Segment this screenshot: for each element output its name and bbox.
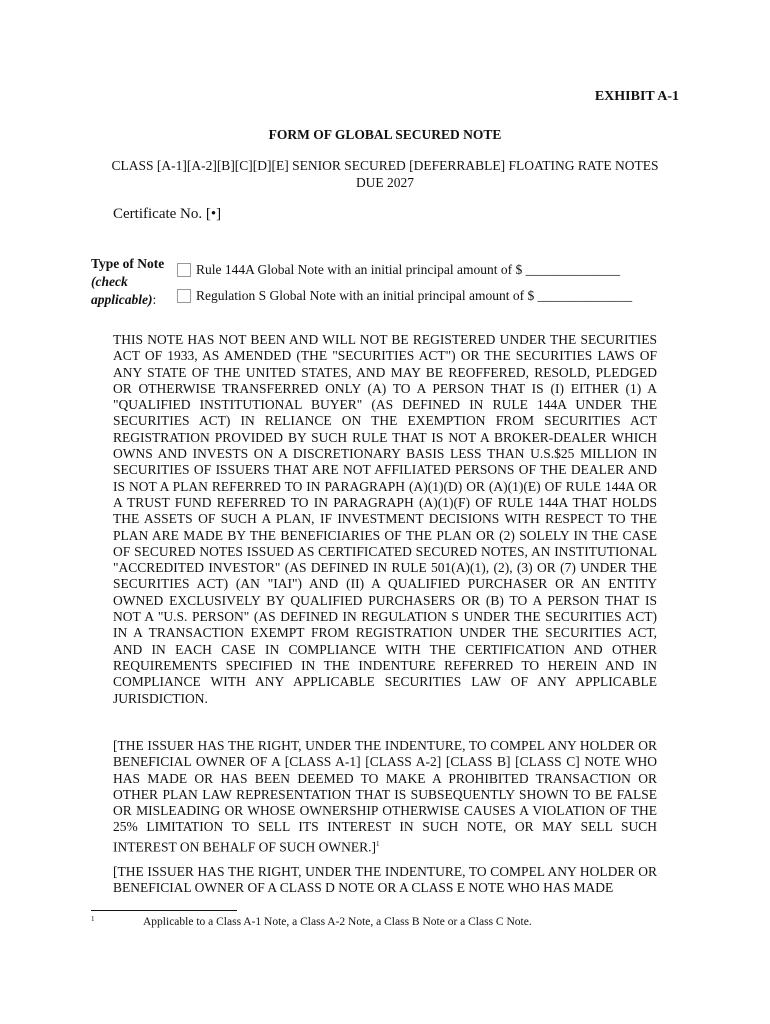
option-rule-144a[interactable] <box>177 262 620 278</box>
label-colon: : <box>152 292 157 307</box>
check-applicable-note: (check applicable) <box>91 274 153 307</box>
regulation-s-checkbox[interactable] <box>177 289 191 303</box>
rule-144a-label: Rule 144A Global Note with an initial principal amount of $ ______________ <box>196 262 621 277</box>
rule-144a-checkbox[interactable] <box>177 263 191 277</box>
footnote-mark: 1 <box>91 915 95 923</box>
legend-paragraph-compel-sale <box>113 738 657 856</box>
class-designation: CLASS [A-1][A-2][B][C][D][E] SENIOR SECURED [DEFERRABLE] FLOATING RATE NOTES DUE 2027 <box>111 158 659 190</box>
legend-paragraph-class-d-e: [THE ISSUER HAS THE RIGHT, UNDER THE INDENTURE, TO COMPEL ANY HOLDER OR BENEFICIAL OWNER OF A CLASS D NOTE OR A CLASS E NOTE WHO HAS MADE <box>113 864 657 896</box>
footnote-reference[interactable]: 1 <box>376 839 380 848</box>
footnote-divider <box>91 910 237 911</box>
option-regulation-s[interactable] <box>177 288 632 304</box>
type-of-note-heading: Type of Note <box>91 256 165 271</box>
regulation-s-label: Regulation S Global Note with an initial principal amount of $ ______________ <box>196 288 633 303</box>
compel-sale-text: [THE ISSUER HAS THE RIGHT, UNDER THE INDENTURE, TO COMPEL ANY HOLDER OR BENEFICIAL OWNER OF A [CLASS A-1] [CLASS A-2] [CLASS B] [CLASS C] NOTE WHO HAS MADE OR HAS BEEN DEEMED TO MAKE A PROHIBITED TRANSACTION OR OTHER PLAN LAW REPRESENTATION THAT IS SUBSEQUENTLY SHOWN TO BE FALSE OR MISLEADING OR WHOSE OWNERSHIP OTHERWISE CAUSES A VIOLATION OF THE 25% LIMITATION TO SELL ITS INTEREST IN SUCH NOTE, OR MAY SELL SUCH INTEREST ON BEHALF OF SUCH OWNER.] <box>113 738 657 855</box>
footnote-text: Applicable to a Class A-1 Note, a Class A-2 Note, a Class B Note or a Class C Note. <box>143 916 532 928</box>
certificate-number: Certificate No. [•] <box>113 206 222 222</box>
form-title: FORM OF GLOBAL SECURED NOTE <box>268 127 502 142</box>
legend-paragraph-securities-act: THIS NOTE HAS NOT BEEN AND WILL NOT BE REGISTERED UNDER THE SECURITIES ACT OF 1933, AS AMENDED (THE "SECURITIES ACT") OR THE SECURITIES LAWS OF ANY STATE OF THE UNITED STATES, AND MAY BE REOFFERED, RESOLD, PLEDGED OR OTHERWISE TRANSFERRED ONLY (A) TO A PERSON THAT IS (I) EITHER (1) A "QUALIFIED INSTITUTIONAL BUYER" (AS DEFINED IN RULE 144A UNDER THE SECURITIES ACT) IN RELIANCE ON THE EXEMPTION FROM SECURITIES ACT REGISTRATION PROVIDED BY SUCH RULE THAT IS NOT A BROKER-DEALER WHICH OWNS AND INVESTS ON A DISCRETIONARY BASIS LESS THAN U.S.$25 MILLION IN SECURITIES OF ISSUERS THAT ARE NOT AFFILIATED PERSONS OF THE DEALER AND IS NOT A PLAN REFERRED TO IN PARAGRAPH (A)(1)(D) OR (A)(1)(E) OF RULE 144A OR A TRUST FUND REFERRED TO IN PARAGRAPH (A)(1)(F) OF RULE 144A THAT HOLDS THE ASSETS OF SUCH A PLAN, IF INVESTMENT DECISIONS WITH RESPECT TO THE PLAN ARE MADE BY THE BENEFICIARIES OF THE PLAN OR (2) SOLELY IN THE CASE OF SECURED NOTES ISSUED AS CERTIFICATED SECURED NOTES, AN INSTITUTIONAL "ACCREDITED INVESTOR" (AS DEFINED IN RULE 501(A)(1), (2), (3) OR (7) UNDER THE SECURITIES ACT) (AN "IAI") AND (II) A QUALIFIED PURCHASER OR AN ENTITY OWNED EXCLUSIVELY BY QUALIFIED PURCHASERS OR (B) TO A PERSON THAT IS NOT A "U.S. PERSON" (AS DEFINED IN REGULATION S UNDER THE SECURITIES ACT) IN A TRANSACTION EXEMPT FROM REGISTRATION UNDER THE SECURITIES ACT, AND IN EACH CASE IN COMPLIANCE WITH THE CERTIFICATION AND OTHER REQUIREMENTS SPECIFIED IN THE INDENTURE REFERRED TO HEREIN AND IN COMPLIANCE WITH ANY APPLICABLE SECURITIES LAW OF ANY APPLICABLE JURISDICTION. <box>113 332 657 706</box>
type-of-note-label <box>91 255 171 309</box>
exhibit-label: EXHIBIT A-1 <box>594 89 679 104</box>
